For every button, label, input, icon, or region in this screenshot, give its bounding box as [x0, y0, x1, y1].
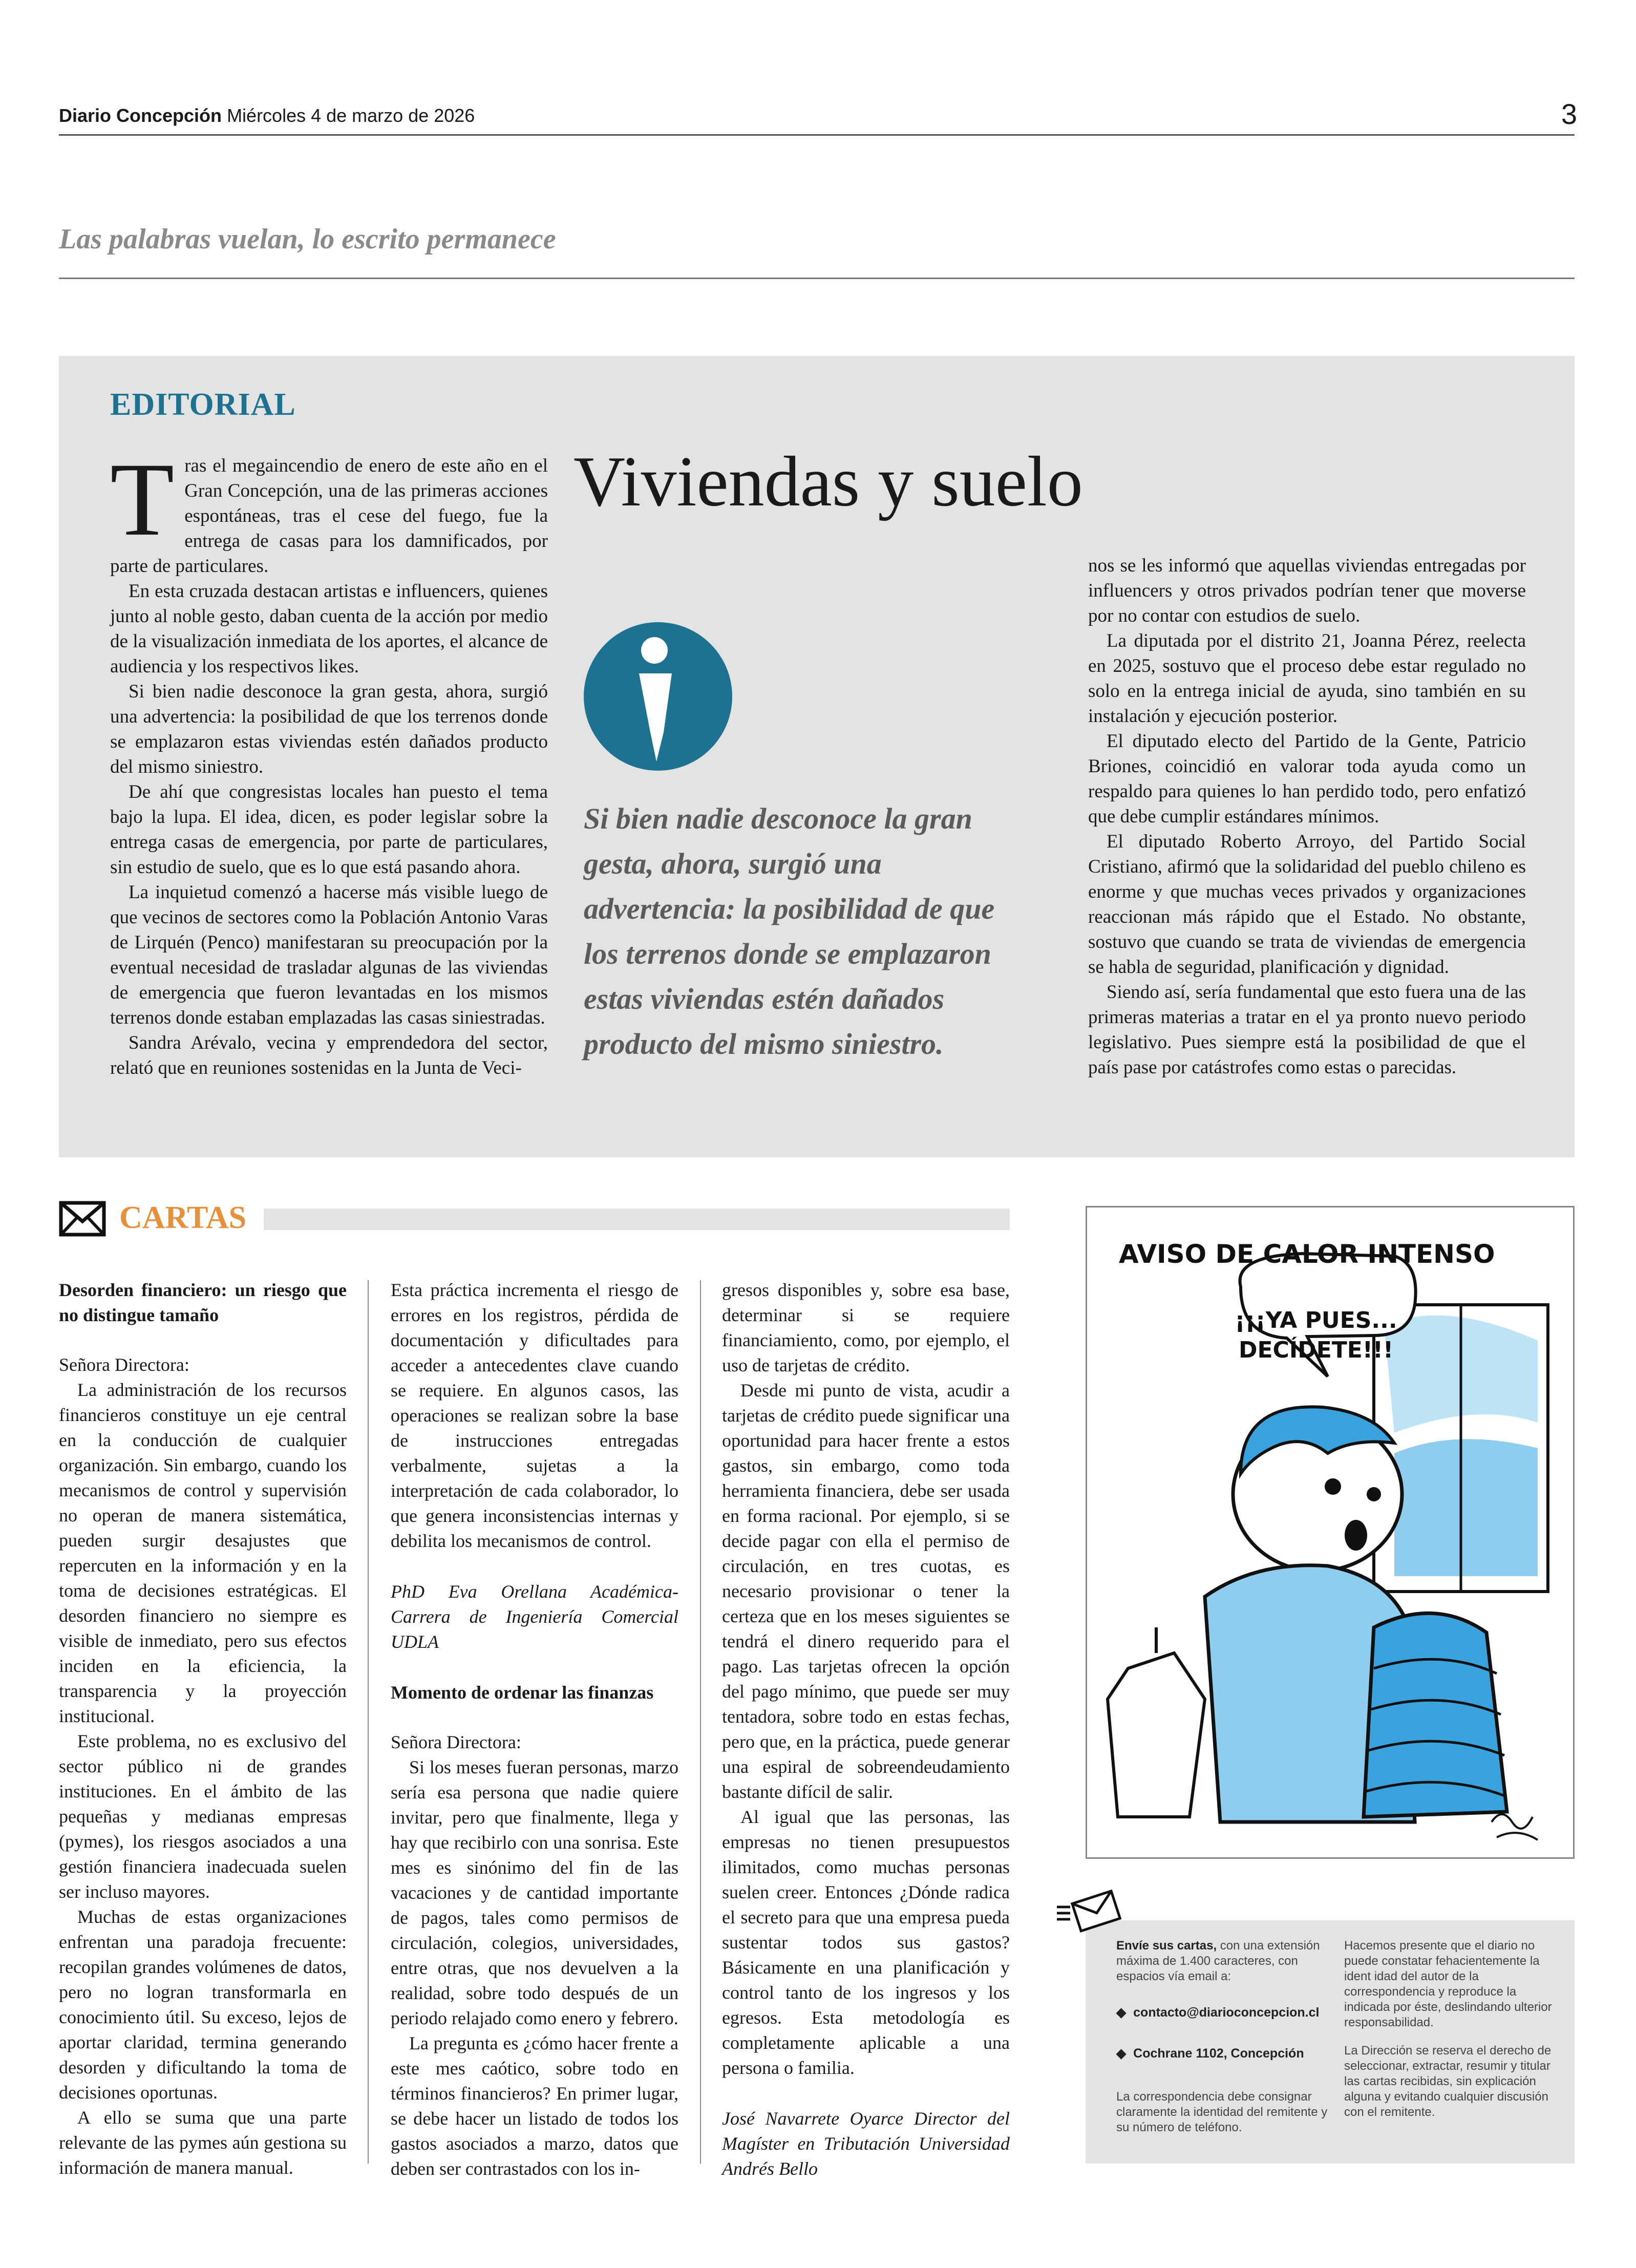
info-note: La correspondencia debe consignar claramente la identidad del remitente y su número de teléfono.: [1116, 2090, 1328, 2134]
editorial-paragraph: La diputada por el distrito 21, Joanna Pérez, reelecta en 2025, sostuvo que el proceso debe estar regulado no solo en la entrega inicial de ayuda, sino también en su instalación y ejecución posterior.: [1088, 630, 1526, 727]
cartoon-illustration: [1087, 1207, 1573, 1857]
letter-paragraph: Al igual que las personas, las empresas no tienen presupuestos ilimitados, como muchas personas suelen creer. Entonces ¿Dónde radica el secreto para que una empresa pueda sustentar todos sus gastos? Básicamente en una planificación y control tanto de los ingresos y los egresos. Esta metodología es completamente aplicable a una persona o familia.: [722, 1807, 1010, 2078]
info-rights: La Dirección se reserva el derecho de seleccionar, extractar, resumir y titular las cartas recibidas, sin explicación alguna y evitando cualquier discusión con el remitente.: [1344, 2044, 1552, 2119]
letter-paragraph: La pregunta es ¿cómo hacer frente a este mes caótico, sobre todo en términos financieros? En primer lugar, se debe hacer un listado de todos los gastos asociados a marzo, datos que deben ser contrastados con los in-: [391, 2033, 678, 2179]
page-number: 3: [1561, 98, 1577, 130]
editorial-column-1: [110, 441, 548, 1080]
cartas-label: CARTAS: [119, 1200, 247, 1235]
envelope-icon: [59, 1201, 106, 1237]
letter-signature: José Navarrete Oyarce Director del Magíster en Tributación Universidad Andrés Bello: [722, 2108, 1010, 2179]
editorial-paragraph: En esta cruzada destacan artistas e influencers, quienes junto al noble gesto, daban cuenta de la acción por medio de la visualización inmediata de los aportes, el alcance de audiencia y los respectivos likes.: [110, 581, 548, 677]
editorial-paragraph: La inquietud comenzó a hacerse más visible luego de que vecinos de sectores como la Población Antonio Varas de Lirquén (Penco) manifestaran su preocupación por la eventual necesidad de trasladar algunas de las viviendas de emergencia que fueron levantadas en los mismos terrenos donde estaban emplazadas las casas siniestradas.: [110, 882, 548, 1028]
letters-column-2: [391, 1278, 678, 2181]
letter-signature: PhD Eva Orellana Académica-Carrera de Ingeniería Comercial UDLA: [391, 1581, 678, 1652]
info-disclaimer: Hacemos presente que el diario no puede constatar fehacientemente la ident idad del autor de la correspondencia y reproduce la indicada por éste, deslindando ulterior responsabilidad.: [1344, 1939, 1552, 2029]
bullet-diamond-icon: ◆: [1116, 2046, 1127, 2061]
editorial-first-paragraph: Tras el megaincendio de enero de este año en el Gran Concepción, una de las primeras acciones espontáneas, tras el cese del fuego, fue la entrega de casas para los damnificados, por parte de particulares.: [110, 441, 548, 577]
editorial-paragraph: De ahí que congresistas locales han puesto el tema bajo la lupa. El idea, dicen, es poder legislar sobre la entrega casas de emergencia, por parte de particulares, sin estudio de suelo, que es lo que está pasando ahora.: [110, 781, 548, 878]
letter-paragraph: Este problema, no es exclusivo del sector público ni de grandes instituciones. En el ámbito de las pequeñas y medianas empresas (pymes), los riesgos asociados a una gestión financiera inadecuada suelen ser incluso mayores.: [59, 1731, 347, 1902]
letter-paragraph: Si los meses fueran personas, marzo sería esa persona que nadie quiere invitar, pero que finalmente, llega y hay que recibirlo con una sonrisa. Este mes es sinónimo del fin de las vacaciones y de cantidad importante de pagos, tales como permisos de circulación, colegios, universidades, entre otras, que nos devuelven a la realidad, sobre todo después de un periodo relajado como enero y febrero.: [391, 1757, 678, 2028]
cartoon-frame: [1086, 1206, 1575, 1859]
paper-name: Diario Concepción: [59, 105, 222, 126]
editorial-paragraph: El diputado electo del Partido de la Gente, Patricio Briones, coincidió en valorar toda ayuda como un respaldo para quienes lo han perdido todo, pero enfatizó que debe cumplir estándares mínimos.: [1088, 731, 1526, 827]
letter-paragraph: La administración de los recursos financieros constituye un eje central en la conducción de cualquier organización. Sin embargo, cuando los mecanismos de control y supervisión no operan de manera sistemática, pueden surgir desajustes que repercuten en la información y en la toma de decisiones estratégicas. El desorden financiero no siempre es visible de inmediato, pero sus efectos inciden en la eficiencia, la transparencia y la proyección institucional.: [59, 1380, 347, 1726]
header-rule: [59, 134, 1575, 136]
info-icon: [584, 622, 732, 771]
issue-date: Miércoles 4 de marzo de 2026: [227, 105, 475, 126]
info-email: ◆ contacto@diarioconcepcion.cl: [1116, 2005, 1320, 2020]
letters-column-1: [59, 1278, 347, 2180]
editorial-title: Viviendas y suelo: [573, 442, 1083, 521]
tagline-rule: [59, 278, 1575, 279]
cartoon-speech-bubble: ¡¡¡YA PUES... DECÍDETE!!!: [1235, 1307, 1397, 1363]
envelope-icon: [1055, 1884, 1121, 1936]
editorial-paragraph: Si bien nadie desconoce la gran gesta, ahora, surgió una advertencia: la posibilidad de que los terrenos donde se emplazaron estas viviendas estén dañados producto del mismo siniestro.: [110, 681, 548, 777]
letter-paragraph: Esta práctica incrementa el riesgo de errores en los registros, pérdida de documentación y dificultades para acceder a antecedentes clave cuando se requiere. En algunos casos, las operaciones se realizan sobre la base de instrucciones entregadas verbalmente, sujetas a la interpretación de cada colaborador, lo que genera inconsistencias internas y debilita los mecanismos de control.: [391, 1280, 678, 1551]
letters-column-3: [722, 1278, 1010, 2181]
bullet-diamond-icon: ◆: [1116, 2005, 1127, 2020]
editorial-paragraph: Siendo así, sería fundamental que esto fuera una de las primeras materias a tratar en el ya pronto nuevo periodo legislativo. Pues siempre está la posibilidad de que el país pase por catástrofes como estas o parecidas.: [1088, 982, 1526, 1078]
info-intro-bold: Envíe sus cartas,: [1116, 1939, 1217, 1953]
section-tagline: Las palabras vuelan, lo escrito permanece: [59, 223, 556, 255]
letter-title: Desorden financiero: un riesgo que no distingue tamaño: [59, 1280, 347, 1325]
editorial-paragraph: Sandra Arévalo, vecina y emprendedora del sector, relató que en reuniones sostenidas en la Junta de Veci-: [110, 1032, 548, 1078]
letter-paragraph: gresos disponibles y, sobre esa base, determinar si se requiere financiamiento, como, por ejemplo, el uso de tarjetas de crédito.: [722, 1280, 1010, 1375]
cartas-header-bar: [264, 1209, 1010, 1230]
editorial-column-3: [1088, 553, 1526, 1080]
editorial-paragraph: nos se les informó que aquellas viviendas entregadas por influencers y otros privados podrían tener que moverse por no contar con estudios de suelo.: [1088, 555, 1526, 626]
letter-salutation: Señora Directora:: [59, 1354, 189, 1375]
info-intro: Envíe sus cartas, con una extensión máxima de 1.400 caracteres, con espacios vía email a:: [1116, 1939, 1320, 1983]
pull-quote: Si bien nadie desconoce la gran gesta, ahora, surgió una advertencia: la posibilidad de que los terrenos donde se emplazaron estas viviendas estén dañados producto del mismo siniestro.: [584, 802, 995, 1061]
masthead: [59, 105, 1575, 136]
editorial-paragraph: El diputado Roberto Arroyo, del Partido Social Cristiano, afirmó que la solidaridad del pueblo chileno es enorme y que muchas veces privados y organizaciones reaccionan más rápido que el Estado. No obstante, sostuvo que cuando se trata de viviendas de emergencia se habla de seguridad, planificación y dignidad.: [1088, 831, 1526, 978]
drop-cap: T: [110, 441, 175, 558]
letter-salutation: Señora Directora:: [391, 1732, 521, 1752]
letter-paragraph: A ello se suma que una parte relevante de las pymes aún gestiona su información de manera manual.: [59, 2107, 347, 2178]
cartoon-title: AVISO DE CALOR INTENSO: [1119, 1239, 1495, 1269]
column-divider: [368, 1280, 369, 2164]
letter-paragraph: Desde mi punto de vista, acudir a tarjetas de crédito puede significar una oportunidad para hacer frente a estos gastos, sin embargo, como toda herramienta financiera, debe ser usada en forma racional. Por ejemplo, si se decide pagar con ella el permiso de circulación, en tres cuotas, es necesario provisionar o tener la certeza que en los meses siguientes se tendrá el dinero requerido para el pago. Las tarjetas ofrecen la opción del pago mínimo, que puede ser muy tentadora, sobre todo en estas fechas, pero que, en la práctica, puede generar una espiral de sobreendeudamiento bastante difícil de salir.: [722, 1380, 1010, 1802]
info-address: ◆ Cochrane 1102, Concepción: [1116, 2046, 1304, 2061]
letter-title: Momento de ordenar las finanzas: [391, 1682, 654, 1703]
letter-paragraph: Muchas de estas organizaciones enfrentan una paradoja frecuente: recopilan grandes volúmenes de datos, pero no logran transformarla en conocimiento útil. Su exceso, lejos de aportar claridad, termina generando desorden y dificultando la toma de decisiones oportunas.: [59, 1906, 347, 2103]
column-divider: [700, 1280, 701, 2164]
editorial-label: EDITORIAL: [110, 387, 296, 422]
